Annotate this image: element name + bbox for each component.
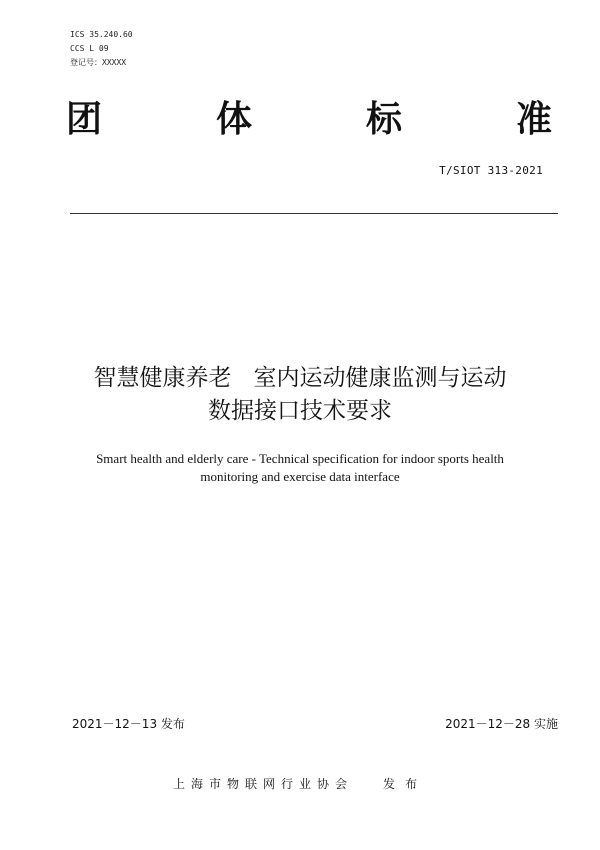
standard-type-char: 团 [66, 99, 103, 140]
publisher-line [0, 776, 600, 792]
standard-type-char: 准 [516, 99, 553, 140]
document-title-chinese [40, 362, 560, 428]
registration-number: 登记号：XXXXX [70, 58, 127, 67]
header-divider [70, 213, 558, 214]
effective-date: 2021－12－28 实施 [445, 717, 558, 731]
issue-date: 2021－12－13 发布 [72, 717, 185, 731]
title-cn-line-2: 数据接口技术要求 [208, 398, 392, 424]
title-en-line-1: Smart health and elderly care - Technical specification for indoor sports health [96, 451, 504, 466]
standard-type-char: 体 [216, 99, 253, 140]
standard-type-title [66, 95, 556, 145]
title-cn-line-1: 智慧健康养老 室内运动健康监测与运动 [93, 365, 507, 391]
ccs-code: CCS L 09 [70, 44, 109, 53]
standard-type-char: 标 [366, 99, 403, 140]
publish-label: 发布 [383, 777, 428, 791]
document-title-english [40, 450, 560, 486]
standard-code: T/SIOT 313-2021 [439, 164, 543, 177]
ics-code: ICS 35.240.60 [70, 30, 133, 39]
title-en-line-2: monitoring and exercise data interface [200, 469, 400, 484]
publisher-name: 上海市物联网行业协会 [172, 777, 353, 791]
